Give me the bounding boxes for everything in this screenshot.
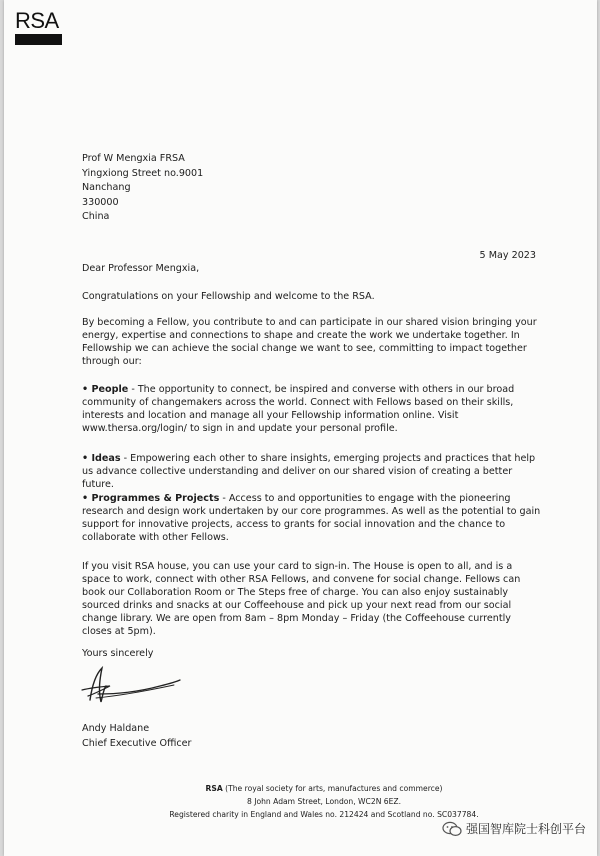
congrats-paragraph: Congratulations on your Fellowship and welcome to the RSA. bbox=[82, 291, 375, 302]
letter-footer bbox=[4, 782, 600, 821]
signature-image bbox=[76, 664, 186, 710]
recipient-address bbox=[82, 152, 203, 225]
logo-bar bbox=[15, 34, 62, 45]
ideas-paragraph bbox=[82, 452, 542, 491]
footer-charity: Registered charity in England and Wales no. 212424 and Scotland no. SC037784. bbox=[169, 810, 479, 819]
people-paragraph bbox=[82, 383, 542, 435]
address-line: Nanchang bbox=[82, 182, 131, 194]
address-line: China bbox=[82, 211, 110, 223]
ideas-text: - Empowering each other to share insights, emerging projects and practices that help us advance collective understanding and deliver on our shared vision of creating a better future. bbox=[82, 453, 536, 490]
logo-text: RSA bbox=[15, 8, 59, 33]
signer-block bbox=[82, 722, 191, 751]
people-text: - The opportunity to connect, be inspired and converse with others in our broad community of changemakers across the world. Connect with Fellows based on their skills, interests and location and manage all your Fellowship information online. Visit www.thersa.org/login/ to sign in and update your personal profile. bbox=[82, 384, 515, 434]
programmes-heading: • Programmes & Projects bbox=[82, 493, 220, 504]
footer-org bbox=[44, 782, 600, 795]
watermark bbox=[442, 820, 586, 837]
vision-paragraph: By becoming a Fellow, you contribute to and can participate in our shared vision bringing your energy, expertise and connections to shape and create the work we undertake together. In Fellowship we can achieve the social change we want to see, committing to impact together through our: bbox=[82, 317, 537, 367]
signer-title: Chief Executive Officer bbox=[82, 737, 192, 749]
footer-org-bold: RSA bbox=[205, 784, 223, 793]
address-line: Prof W Mengxia FRSA bbox=[82, 153, 185, 164]
address-line: Yingxiong Street no.9001 bbox=[82, 167, 204, 179]
salutation: Dear Professor Mengxia, bbox=[82, 263, 200, 274]
rsa-logo bbox=[15, 10, 62, 45]
programmes-paragraph bbox=[82, 492, 542, 544]
footer-address: 8 John Adam Street, London, WC2N 6EZ. bbox=[246, 797, 402, 806]
closing: Yours sincerely bbox=[82, 648, 154, 659]
people-heading: • People bbox=[82, 384, 129, 395]
house-paragraph: If you visit RSA house, you can use your card to sign-in. The House is open to all, and is a space to work, connect with other RSA Fellows, and convene for social change. Fellows can book our Collaboration Room or The Steps free of charge. You can also enjoy sustainably sourced drinks and snacks at our Coffeehouse and pick up your next read from our social change library. We are open from 8am – 8pm Monday – Friday (the Coffeehouse currently closes at 5pm). bbox=[82, 561, 521, 637]
wechat-icon bbox=[442, 821, 462, 837]
signer-name: Andy Haldane bbox=[82, 723, 150, 734]
footer-org-rest: (The royal society for arts, manufactures and commerce) bbox=[222, 784, 443, 793]
letter-page bbox=[4, 0, 597, 856]
address-line: 330000 bbox=[82, 196, 119, 208]
letter-date: 5 May 2023 bbox=[479, 250, 536, 261]
ideas-heading: • Ideas bbox=[82, 453, 121, 464]
programmes-text: - Access to and opportunities to engage with the pioneering research and design work undertaken by our core programmes. As well as the potential to gain support for innovative projects, access to grants for social innovation and the chance to collaborate with other Fellows. bbox=[82, 493, 541, 543]
watermark-text: 强国智库院士科创平台 bbox=[465, 822, 586, 836]
